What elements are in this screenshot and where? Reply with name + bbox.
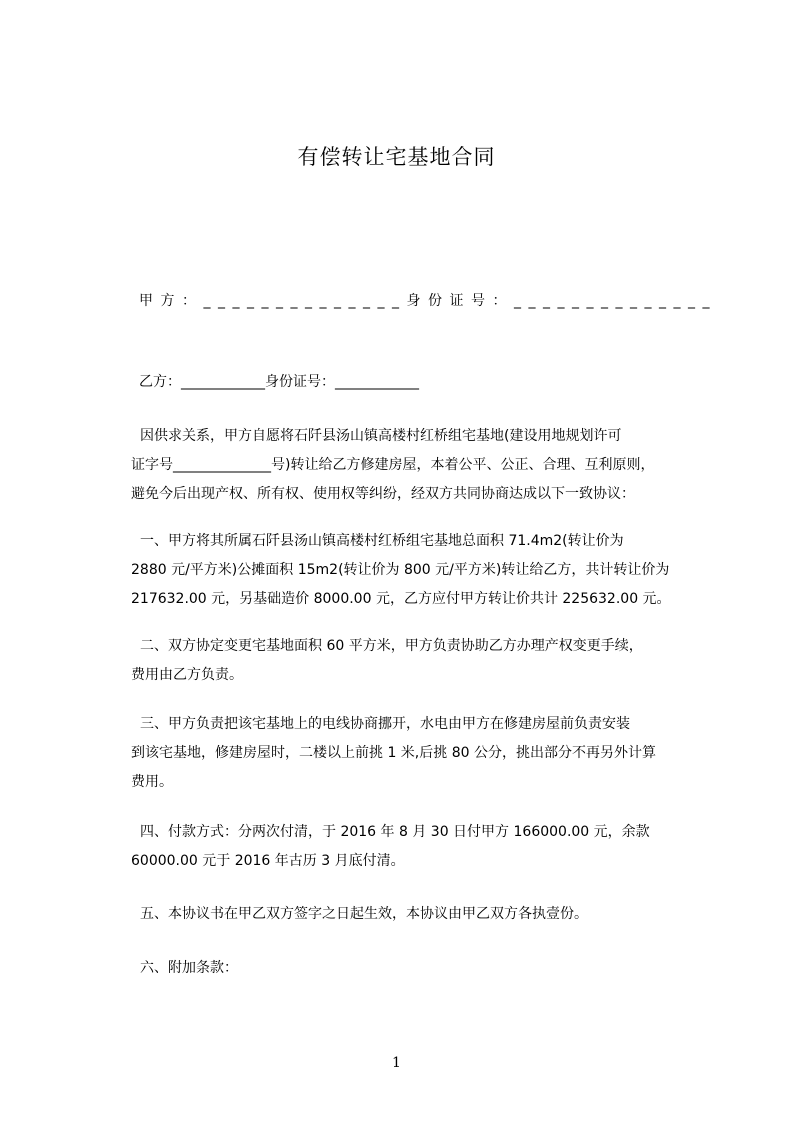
intro-line-1: 因供求关系，甲方自愿将石阡县汤山镇高楼村红桥组宅基地(建设用地规划许可 xyxy=(140,428,622,444)
clause-5-line-1: 五、本协议书在甲乙双方签字之日起生效，本协议由甲乙双方各执壹份。 xyxy=(140,906,588,922)
clause-1-line-2: 2880 元/平方米)公摊面积 15m2(转让价为 800 元/平方米)转让给乙方，共计转让价为 xyxy=(131,562,670,578)
party-b-id-blank: ____________ xyxy=(335,374,419,390)
clause-6-line-1: 六、附加条款： xyxy=(140,960,238,976)
clause-2 xyxy=(131,632,701,690)
party-b-line xyxy=(139,372,419,392)
clause-3-line-3: 费用。 xyxy=(131,774,173,790)
intro-line-3: 避免今后出现产权、所有权、使用权等纠纷，经双方共同协商达成以下一致协议： xyxy=(131,486,635,502)
clause-3-line-2: 到该宅基地，修建房屋时，二楼以上前挑 1 米,后挑 80 公分，挑出部分不再另外计算 xyxy=(131,745,656,761)
document-title: 有偿转让宅基地合同 xyxy=(297,145,496,169)
party-b-id-label: 身份证号： xyxy=(265,374,335,390)
clause-1-line-1: 一、甲方将其所属石阡县汤山镇高楼村红桥组宅基地总面积 71.4m2(转让价为 xyxy=(140,533,624,549)
clause-2-line-2: 费用由乙方负责。 xyxy=(131,667,243,683)
page-number: 1 xyxy=(392,1055,401,1071)
intro-paragraph xyxy=(131,422,701,509)
party-b-name-blank: ____________ xyxy=(181,374,265,390)
clause-6 xyxy=(131,954,701,983)
clause-4 xyxy=(131,818,701,876)
clause-3 xyxy=(131,710,701,797)
clause-2-line-1: 二、双方协定变更宅基地面积 60 平方米，甲方负责协助乙方办理产权变更手续， xyxy=(140,638,643,654)
party-b-label: 乙方： xyxy=(139,374,181,390)
clause-5 xyxy=(131,900,701,929)
clause-3-line-1: 三、甲方负责把该宅基地上的电线协商挪开，水电由甲方在修建房屋前负责安装 xyxy=(140,716,630,732)
clause-4-line-1: 四、付款方式：分两次付清，于 2016 年 8 月 30 日付甲方 166000.00 元，余款 xyxy=(140,824,650,840)
clause-4-line-2: 60000.00 元于 2016 年古历 3 月底付清。 xyxy=(131,853,405,869)
clause-1 xyxy=(131,527,701,614)
intro-line-2: 证字号______________号)转让给乙方修建房屋，本着公平、公正、合理、互利原则， xyxy=(131,457,655,473)
clause-1-line-3: 217632.00 元，另基础造价 8000.00 元，乙方应付甲方转让价共计 225632.00 元。 xyxy=(131,591,671,607)
party-a-line: 甲方：______________身份证号：______________ xyxy=(139,293,717,309)
